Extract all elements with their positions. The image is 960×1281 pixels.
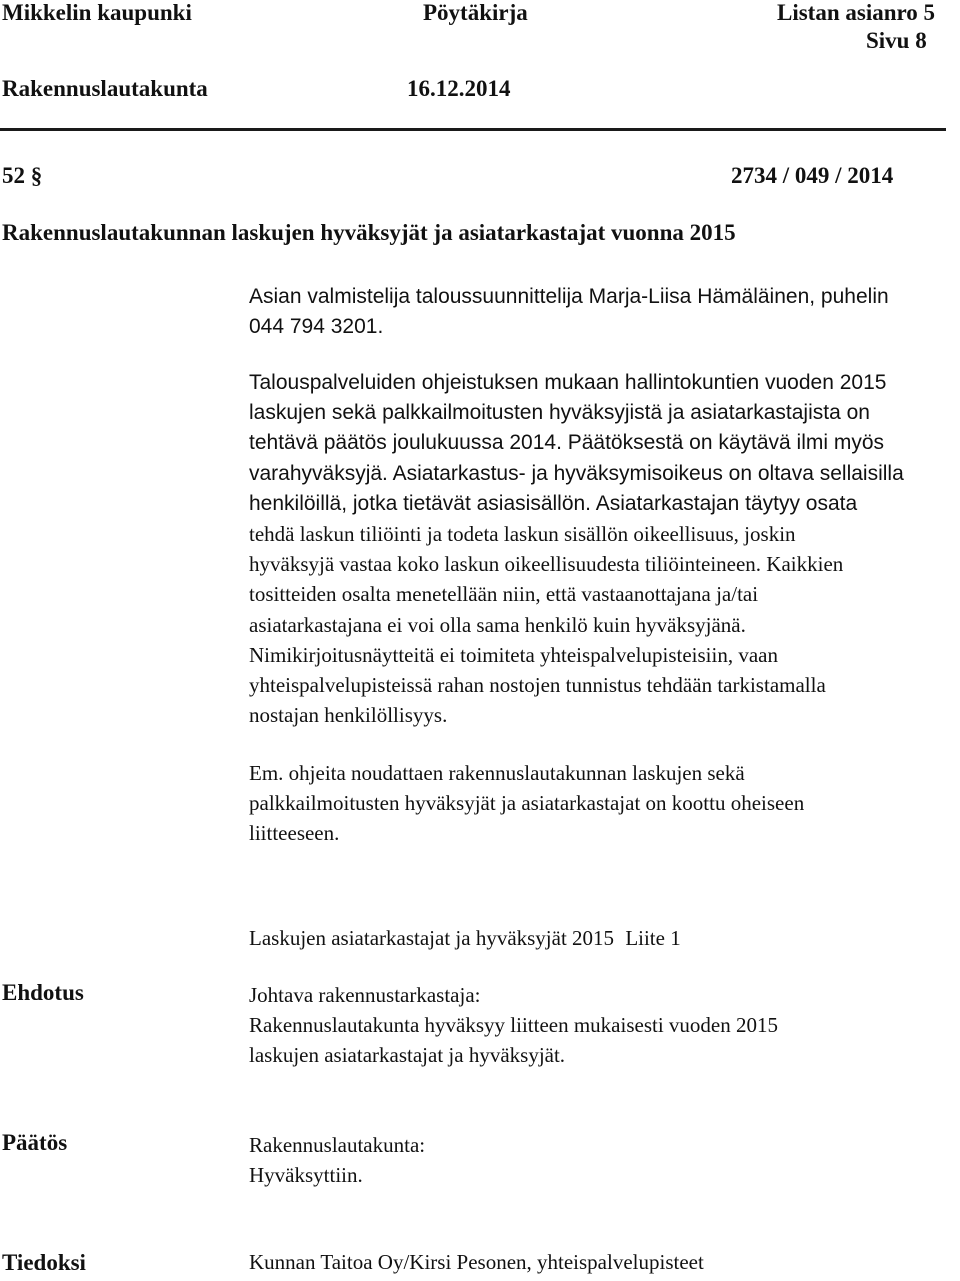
conclusion-line: Em. ohjeita noudattaen rakennuslautakunnan laskujen sekä bbox=[249, 761, 745, 785]
body-line: tehdä laskun tiliöinti ja todeta laskun sisällön oikeellisuus, joskin bbox=[249, 522, 796, 547]
body-line: Nimikirjoitusnäytteitä ei toimiteta yhteispalvelupisteisiin, vaan bbox=[249, 642, 778, 667]
body-line: laskujen sekä palkkailmoitusten hyväksyjistä ja asiatarkastajista on bbox=[249, 401, 870, 425]
decision-line: Rakennuslautakunta: bbox=[249, 1133, 426, 1157]
meeting-date: 16.12.2014 bbox=[407, 76, 511, 101]
conclusion-paragraph bbox=[249, 758, 959, 849]
proposal-paragraph bbox=[249, 980, 959, 1071]
body-line: nostajan henkilöllisyys. bbox=[249, 703, 448, 728]
case-number: 52 bbox=[2, 163, 25, 188]
section-symbol: § bbox=[30, 163, 43, 188]
preparer-line: Asian valmistelija taloussuunnittelija Marja-Liisa Hämäläinen, puhelin bbox=[249, 285, 889, 308]
case-reference: 2734 / 049 / 2014 bbox=[731, 163, 894, 188]
board-name: Rakennuslautakunta bbox=[2, 76, 208, 101]
attachment-label: Liite 1 bbox=[625, 926, 681, 950]
body-line: varahyväksyjä. Asiatarkastus- ja hyväksymisoikeus on oltava sellaisilla bbox=[249, 461, 904, 485]
proposal-line: Rakennuslautakunta hyväksyy liitteen mukaisesti vuoden 2015 bbox=[249, 1013, 778, 1038]
proposal-line: Johtava rakennustarkastaja: bbox=[249, 983, 481, 1007]
decision-line: Hyväksyttiin. bbox=[249, 1163, 363, 1188]
list-item-number: Listan asianro 5 bbox=[777, 0, 936, 25]
city-name: Mikkelin kaupunki bbox=[2, 0, 192, 25]
header-rule bbox=[0, 128, 946, 131]
body-line: yhteispalvelupisteissä rahan nostojen tunnistus tehdään tarkistamalla bbox=[249, 673, 826, 698]
document-type: Pöytäkirja bbox=[423, 0, 528, 25]
case-title: Rakennuslautakunnan laskujen hyväksyjät ja asiatarkastajat vuonna 2015 bbox=[2, 220, 736, 245]
info-text: Kunnan Taitoa Oy/Kirsi Pesonen, yhteispalvelupisteet bbox=[249, 1250, 704, 1274]
proposal-heading: Ehdotus bbox=[2, 980, 84, 1005]
body-line: asiatarkastajana ei voi olla sama henkilö kuin hyväksyjänä. bbox=[249, 612, 746, 637]
conclusion-line: palkkailmoitusten hyväksyjät ja asiatarkastajat on koottu oheiseen bbox=[249, 791, 805, 816]
info-heading: Tiedoksi bbox=[2, 1250, 86, 1275]
body-paragraph bbox=[249, 368, 959, 730]
body-line: henkilöillä, jotka tietävät asiasisällön. Asiatarkastajan täytyy osata bbox=[249, 491, 858, 515]
body-line: tehtävä päätös joulukuussa 2014. Päätöksestä on käytävä ilmi myös bbox=[249, 431, 885, 455]
case-number-line bbox=[2, 163, 42, 189]
preparer-line: 044 794 3201. bbox=[249, 315, 384, 339]
decision-heading: Päätös bbox=[2, 1130, 68, 1155]
body-line: tositteiden osalta menetellään niin, että vastaanottajana ja/tai bbox=[249, 582, 759, 607]
preparer-paragraph bbox=[249, 282, 959, 342]
proposal-line: laskujen asiatarkastajat ja hyväksyjät. bbox=[249, 1043, 566, 1068]
conclusion-line: liitteeseen. bbox=[249, 821, 340, 846]
decision-paragraph bbox=[249, 1130, 959, 1190]
attachment-line bbox=[249, 926, 681, 951]
attachment-text: Laskujen asiatarkastajat ja hyväksyjät 2015 bbox=[249, 926, 615, 950]
body-line: hyväksyjä vastaa koko laskun oikeellisuudesta tiliöinteineen. Kaikkien bbox=[249, 552, 844, 577]
body-line: Talouspalveluiden ohjeistuksen mukaan hallintokuntien vuoden 2015 bbox=[249, 371, 887, 394]
page-number: Sivu 8 bbox=[866, 28, 927, 53]
